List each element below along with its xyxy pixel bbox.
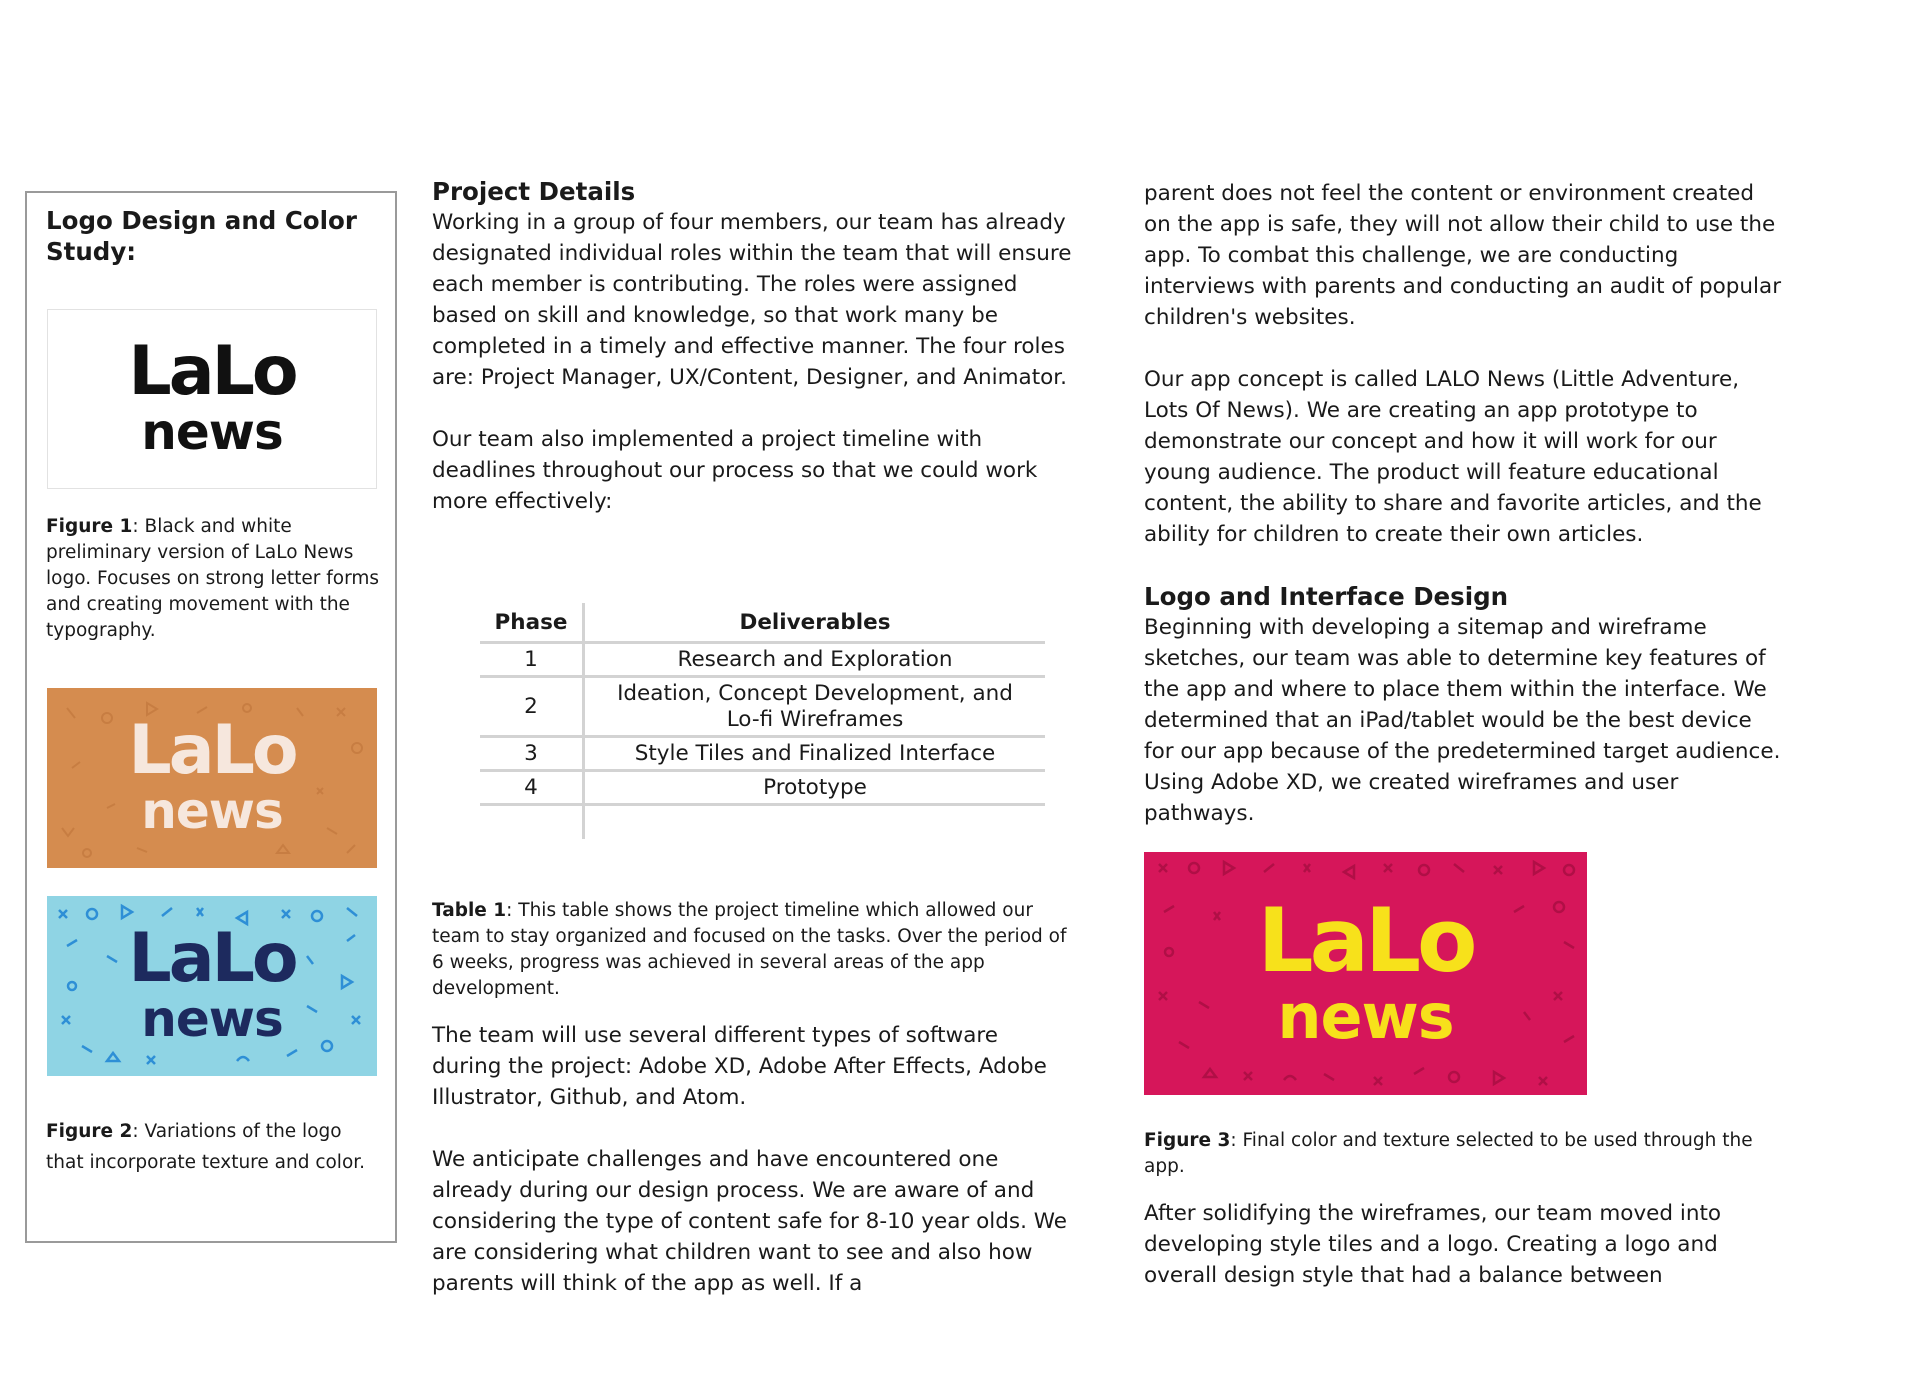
table-cell-phase: 2	[480, 677, 584, 737]
table-cell-phase: 1	[480, 643, 584, 677]
table-row-empty	[480, 805, 1045, 839]
table-row	[480, 677, 1045, 737]
table-cell-phase: 3	[480, 737, 584, 771]
logo-bw-image	[47, 309, 377, 489]
logo-interface-para: Beginning with developing a sitemap and wireframe sketches, our team was able to determine key features of the app and where to place them within the interface. We determined that an iPad/tablet would be the best device for our app because of the predetermined target audience. Using Adobe XD, we created wireframes and user pathways.	[1144, 615, 1781, 826]
table-cell-deliverable: Style Tiles and Finalized Interface	[584, 737, 1046, 771]
logo-orange-line1: LaLo	[128, 711, 296, 790]
table-row	[480, 737, 1045, 771]
logo-interface-heading: Logo and Interface Design	[1144, 582, 1509, 611]
figure3-text: : Final color and texture selected to be used through the app.	[1144, 1130, 1753, 1177]
logo-blue-image	[47, 896, 377, 1076]
logo-line2: news	[141, 403, 283, 461]
table-row	[480, 643, 1045, 677]
logo-study-sidebar	[25, 191, 397, 1243]
table-header-phase: Phase	[480, 603, 584, 643]
figure2-text: : Variations of the logo that incorporate texture and color.	[46, 1121, 366, 1173]
right-column-lower	[1144, 1198, 1784, 1291]
logo-pink-line2: news	[1277, 979, 1454, 1053]
logo-line1: LaLo	[128, 332, 296, 411]
table1-label: Table 1	[432, 900, 507, 921]
table1-caption	[432, 898, 1072, 1002]
timeline-table	[480, 603, 1045, 839]
right-column	[1144, 178, 1784, 829]
project-details-para1: Working in a group of four members, our team has already designated individual roles within the team that will ensure each member is contributing. The roles were assigned based on skill and knowledge, so that work many be completed in a timely and effective manner. The four roles are: Project Manager, UX/Content, Designer, and Animator.	[432, 210, 1072, 390]
middle-column-lower	[432, 1020, 1072, 1299]
logo-final-pink-image	[1144, 852, 1587, 1095]
table-cell-phase: 4	[480, 771, 584, 805]
right-para1: parent does not feel the content or environment created on the app is safe, they will not allow their child to use the app. To combat this challenge, we are conducting interviews with parents and conducting an audit of popular children's websites.	[1144, 181, 1782, 330]
table-row	[480, 771, 1045, 805]
figure2-caption	[46, 1116, 376, 1178]
figure3-caption	[1144, 1128, 1784, 1180]
logo-orange-line2: news	[141, 782, 283, 840]
figure2-label: Figure 2	[46, 1121, 133, 1142]
figure1-caption	[46, 514, 386, 644]
table-cell-deliverable: Research and Exploration	[584, 643, 1046, 677]
table-header-deliverables: Deliverables	[739, 609, 891, 635]
project-details-heading: Project Details	[432, 177, 636, 206]
table1-text: : This table shows the project timeline which allowed our team to stay organized and focused on the tasks. Over the period of 6 weeks, progress was achieved in several areas of the app development.	[432, 900, 1067, 999]
app-concept-para: Our app concept is called LALO News (Little Adventure, Lots Of News). We are creating an app prototype to demonstrate our concept and how it will work for our young audience. The product will feature educational content, the ability to share and favorite articles, and the ability for children to create their own articles.	[1144, 367, 1762, 547]
logo-pink-line1: LaLo	[1257, 888, 1474, 992]
table-cell-deliverable: Ideation, Concept Development, and Lo-fi Wireframes	[584, 677, 1046, 737]
logo-blue-line1: LaLo	[128, 919, 296, 998]
figure3-label: Figure 3	[1144, 1130, 1231, 1151]
figure1-text: : Black and white preliminary version of LaLo News logo. Focuses on strong letter forms and creating movement with the typography.	[46, 516, 380, 641]
figure1-label: Figure 1	[46, 516, 133, 537]
software-para: The team will use several different types of software during the project: Adobe XD, Adobe After Effects, Adobe Illustrator, Github, and Atom.	[432, 1023, 1047, 1110]
sidebar-title: Logo Design and Color Study:	[46, 206, 357, 266]
style-tiles-para: After solidifying the wireframes, our team moved into developing style tiles and a logo. Creating a logo and overall design style that had a balance between	[1144, 1201, 1722, 1288]
middle-column	[432, 176, 1072, 517]
table-cell-deliverable: Prototype	[584, 771, 1046, 805]
challenges-para: We anticipate challenges and have encountered one already during our design process. We are aware of and considering the type of content safe for 8-10 year olds. We are considering what children want to see and also how parents will think of the app as well. If a	[432, 1147, 1067, 1296]
project-details-para2: Our team also implemented a project timeline with deadlines throughout our process so that we could work more effectively:	[432, 427, 1038, 514]
logo-orange-image	[47, 688, 377, 868]
logo-blue-line2: news	[141, 990, 283, 1048]
